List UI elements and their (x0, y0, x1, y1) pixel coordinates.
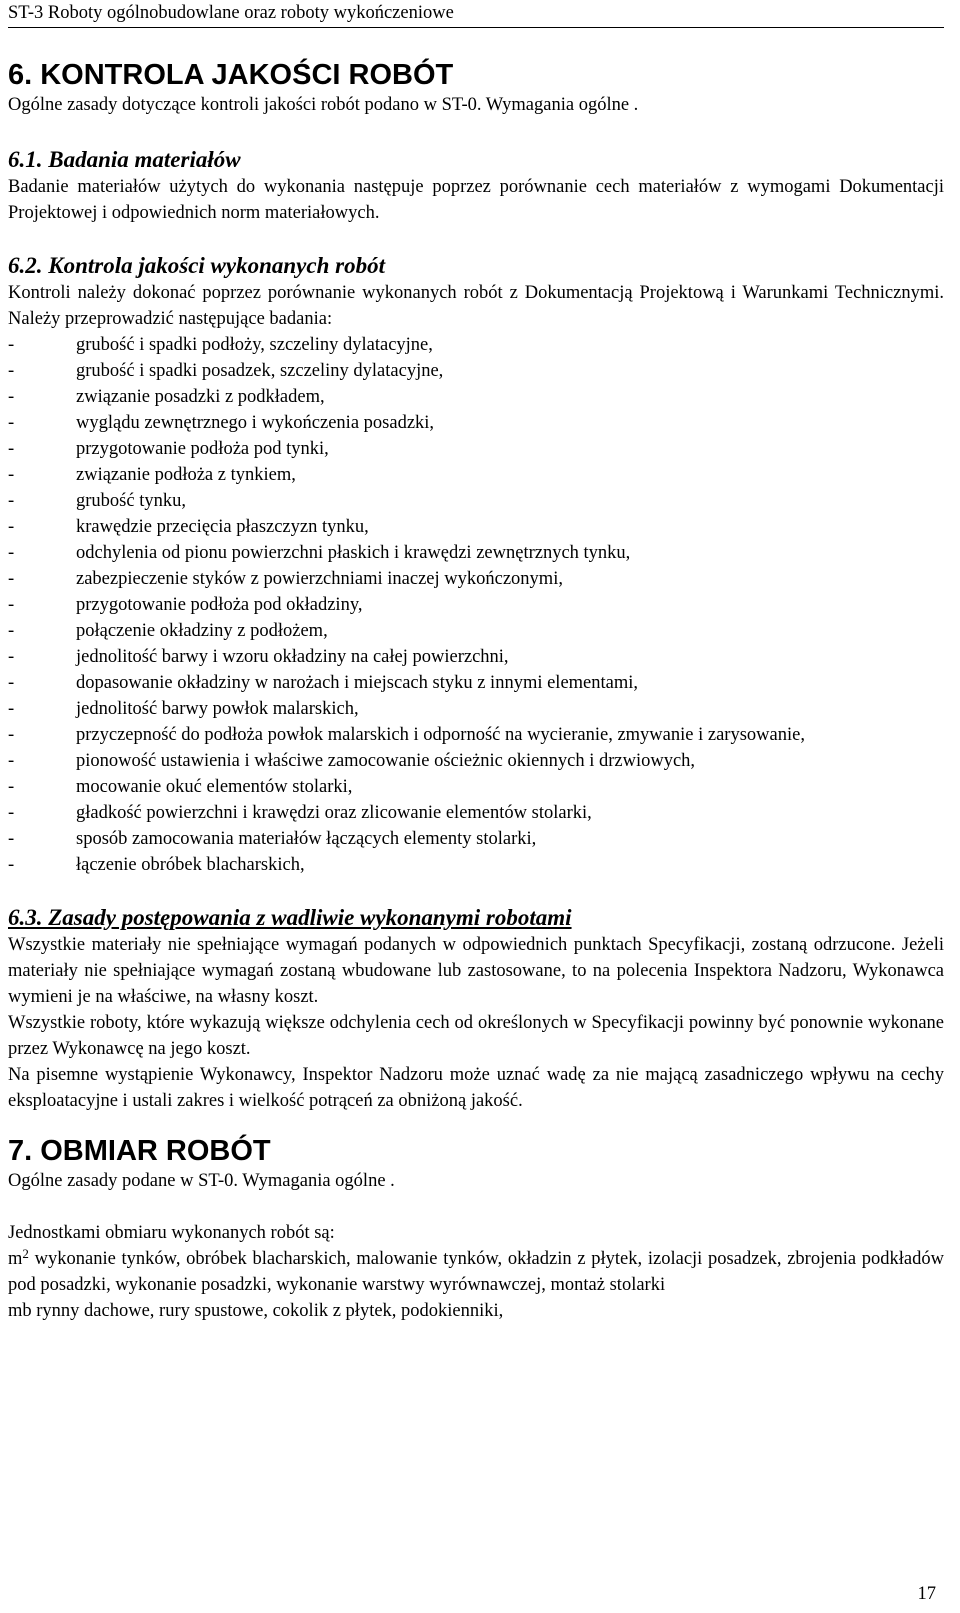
list-item: - zabezpieczenie styków z powierzchniami inaczej wykończonymi, (8, 566, 944, 592)
unit-m2: m (8, 1249, 23, 1269)
list-item: - wyglądu zewnętrznego i wykończenia posadzki, (8, 410, 944, 436)
unit-m2-exponent: 2 (22, 1246, 29, 1261)
list-item: - grubość tynku, (8, 488, 944, 514)
unit-mb-paragraph: mb rynny dachowe, rury spustowe, cokolik z płytek, podokienniki, (8, 1301, 504, 1321)
section-6-1-text: Badanie materiałów użytych do wykonania następuje poprzez porównanie cech materiałów z wymogami Dokumentacji Projektowej i odpowiednich norm materiałowych. (8, 177, 944, 223)
unit-m2-paragraph (8, 1246, 944, 1298)
list-item: - łączenie obróbek blacharskich, (8, 852, 944, 878)
unit-m2-text: wykonanie tynków, obróbek blacharskich, malowanie tynków, okładzin z płytek, izolacji posadzek, zbrojenia podkładów pod posadzki, wykonanie posadzki, wykonanie warstwy wyrównawczej, montaż stolarki (8, 1249, 944, 1295)
section-6-intro: Ogólne zasady dotyczące kontroli jakości robót podano w ST-0. Wymagania ogólne . (8, 95, 639, 115)
document-page (8, 0, 944, 1324)
list-item: - jednolitość barwy i wzoru okładziny na całej powierzchni, (8, 644, 944, 670)
list-item: - gładkość powierzchni i krawędzi oraz zlicowanie elementów stolarki, (8, 800, 944, 826)
section-6-1-heading: 6.1. Badania materiałów (8, 147, 241, 172)
list-item: - krawędzie przecięcia płaszczyzn tynku, (8, 514, 944, 540)
section-6-3-heading: 6.3. Zasady postępowania z wadliwie wykonanymi robotami (8, 905, 572, 930)
checks-list (8, 332, 944, 878)
list-item: - związanie podłoża z tynkiem, (8, 462, 944, 488)
list-item: - przygotowanie podłoża pod tynki, (8, 436, 944, 462)
section-7-intro: Ogólne zasady podane w ST-0. Wymagania ogólne . (8, 1171, 395, 1191)
section-6-3-para-1: Wszystkie materiały nie spełniające wymagań podanych w odpowiednich punktach Specyfikacji, zostaną odrzucone. Jeżeli materiały nie spełniające wymagań zostaną wbudowane lub zastosowane, to na polecenia Inspektora Nadzoru, Wykonawca wymieni je na właściwe, na własny koszt. (8, 935, 944, 1007)
list-item: - sposób zamocowania materiałów łączących elementy stolarki, (8, 826, 944, 852)
section-6-3-para-3: Na pisemne wystąpienie Wykonawcy, Inspektor Nadzoru może uznać wadę za nie mającą zasadniczego wpływu na cechy eksploatacyjne i ustali zakres i wielkość potrąceń za obniżoną jakość. (8, 1065, 944, 1111)
section-7-heading: 7. OBMIAR ROBÓT (8, 1135, 271, 1167)
list-item: - pionowość ustawienia i właściwe zamocowanie ościeżnic okiennych i drzwiowych, (8, 748, 944, 774)
list-item: - jednolitość barwy powłok malarskich, (8, 696, 944, 722)
running-header: ST-3 Roboty ogólnobudowlane oraz roboty wykończeniowe (8, 3, 454, 23)
list-item: - połączenie okładziny z podłożem, (8, 618, 944, 644)
units-label: Jednostkami obmiaru wykonanych robót są: (8, 1223, 335, 1243)
list-item: - dopasowanie okładziny w narożach i miejscach styku z innymi elementami, (8, 670, 944, 696)
list-item: - grubość i spadki podłoży, szczeliny dylatacyjne, (8, 332, 944, 358)
list-item: - przygotowanie podłoża pod okładziny, (8, 592, 944, 618)
list-item: - związanie posadzki z podkładem, (8, 384, 944, 410)
section-6-2-text: Kontroli należy dokonać poprzez porównanie wykonanych robót z Dokumentacją Projektową i Warunkami Technicznymi. Należy przeprowadzić następujące badania: (8, 283, 944, 329)
header-rule (8, 27, 944, 28)
page-number: 17 (917, 1584, 936, 1604)
list-item: - mocowanie okuć elementów stolarki, (8, 774, 944, 800)
section-6-2-heading: 6.2. Kontrola jakości wykonanych robót (8, 253, 385, 278)
list-item: - grubość i spadki posadzek, szczeliny dylatacyjne, (8, 358, 944, 384)
list-item: - przyczepność do podłoża powłok malarskich i odporność na wycieranie, zmywanie i zarysowanie, (8, 722, 944, 748)
section-6-heading: 6. KONTROLA JAKOŚCI ROBÓT (8, 59, 454, 91)
section-6-3-para-2: Wszystkie roboty, które wykazują większe odchylenia cech od określonych w Specyfikacji powinny być ponownie wykonane przez Wykonawcę na jego koszt. (8, 1013, 944, 1059)
list-item: - odchylenia od pionu powierzchni płaskich i krawędzi zewnętrznych tynku, (8, 540, 944, 566)
